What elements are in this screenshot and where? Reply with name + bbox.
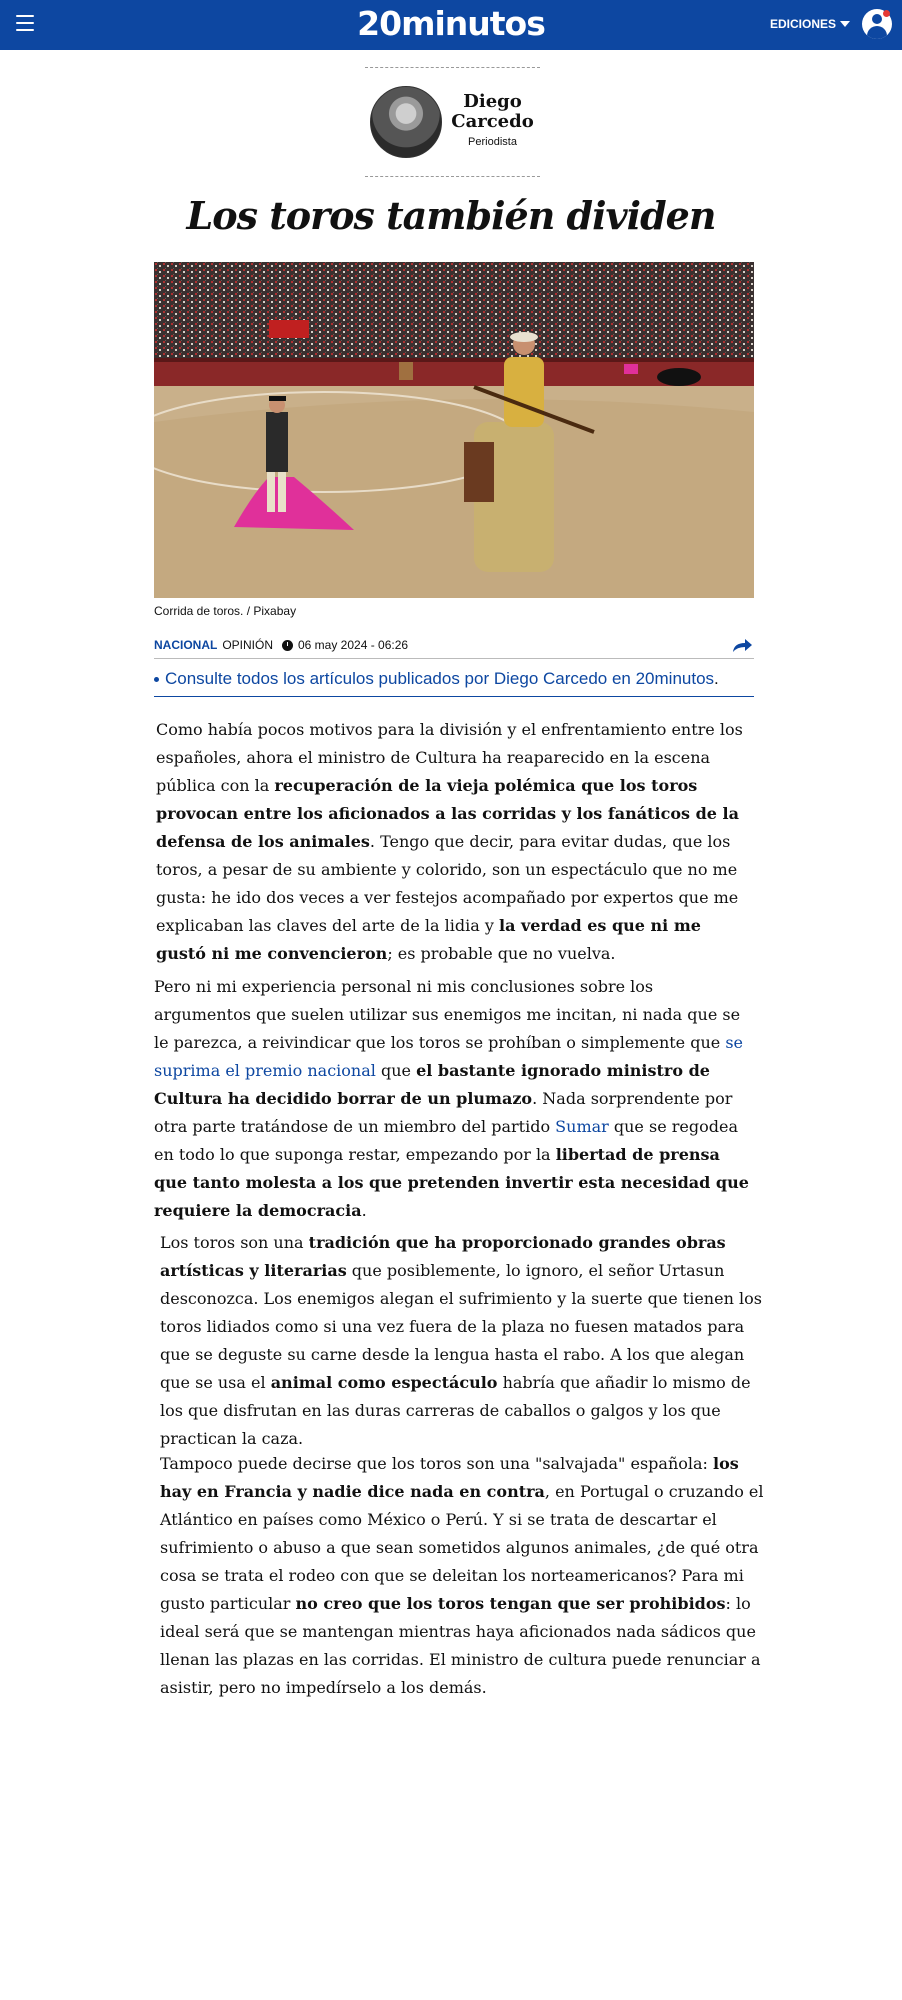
clock-icon <box>282 640 293 651</box>
sumar-link[interactable]: Sumar <box>555 1117 609 1136</box>
premio-nacional-link[interactable]: se suprima el premio nacional <box>154 1033 744 1080</box>
editions-label: EDICIONES <box>769 17 836 31</box>
author-card[interactable] <box>365 67 540 177</box>
top-navigation-bar <box>0 0 902 50</box>
site-logo[interactable]: 20minutos <box>357 4 545 43</box>
article-type: OPINIÓN <box>222 638 273 652</box>
article-paragraph-1: Como había pocos motivos para la división y el enfrentamiento entre los españoles, ahora el ministro de Cultura ha reaparecido en la escena pública con la recuperación de la vieja polémica que los toros provocan entre los aficionados a las corridas y los fanáticos de la defensa de los animales. Tengo que decir, para evitar dudas, que los toros, a pesar de su ambiente y colorido, son un espectáculo que no me gusta: he ido dos veces a ver festejos acompañado por expertos que me explicaban las claves del arte de la lidia y la verdad es que ni me gustó ni me convencieron; es probable que no vuelva. <box>156 720 743 963</box>
bullet-icon <box>154 677 159 682</box>
article-paragraph-3: Los toros son una tradición que ha proporcionado grandes obras artísticas y literarias que posiblemente, lo ignoro, el señor Urtasun desconozca. Los enemigos alegan el sufrimiento y la suerte que tienen los toros lidiados como si una vez fuera de la plaza no fuesen matados para que se deguste su carne desde la lengua hasta el rabo. A los que alegan que se usa el animal como espectáculo habría que añadir lo mismo de los que disfrutan en las duras carreras de caballos o galgos y los que practican la caza. <box>160 1233 762 1448</box>
author-role: Periodista <box>468 136 517 148</box>
article-paragraph-2: Pero ni mi experiencia personal ni mis conclusiones sobre los argumentos que suelen utilizar sus enemigos me incitan, ni nada que se le parezca, a reivindicar que los toros se prohíban o simplemente que se suprima el premio nacional que el bastante ignorado ministro de Cultura ha decidido borrar de un plumazo. Nada sorprendente por otra parte tratándose de un miembro del partido Sumar que se regodea en todo lo que suponga restar, empezando por la libertad de prensa que tanto molesta a los que pretenden invertir esta necesidad que requiere la democracia. <box>154 977 749 1220</box>
article-title: Los toros también dividen <box>186 193 716 238</box>
image-caption: Corrida de toros. / Pixabay <box>154 604 297 618</box>
publish-date: 06 may 2024 - 06:26 <box>298 638 409 652</box>
section-link[interactable]: NACIONAL <box>154 638 218 652</box>
editions-dropdown[interactable] <box>770 17 850 31</box>
article-hero-image <box>154 262 754 598</box>
share-icon[interactable] <box>730 635 754 655</box>
article-paragraph-4: Tampoco puede decirse que los toros son una "salvajada" española: los hay en Francia y nadie dice nada en contra, en Portugal o cruzando el Atlántico en países como México o Perú. Y si se trata de descartar el sufrimiento o abuso a que sean sometidos algunos animales, ¿de qué otra cosa se trata el rodeo con que se deleitan los norteamericanos? Para mi gusto particular no creo que los toros tengan que ser prohibidos: lo ideal será que se mantengan mientras haya aficionados nada sádicos que llenan las plazas en las corridas. El ministro de cultura puede renunciar a asistir, pero no impedírselo a los demás. <box>160 1454 764 1697</box>
chevron-down-icon <box>840 21 850 27</box>
author-articles-link[interactable]: Consulte todos los artículos publicados por Diego Carcedo en 20minutos <box>165 669 715 688</box>
author-avatar[interactable] <box>370 86 442 158</box>
article-meta <box>154 631 754 659</box>
author-name[interactable]: Diego Carcedo <box>451 91 534 132</box>
notification-dot <box>883 10 890 17</box>
related-divider <box>154 696 754 697</box>
meta-divider <box>154 658 754 659</box>
related-articles-link: Consulte todos los artículos publicados por Diego Carcedo en 20minutos. <box>154 669 754 689</box>
